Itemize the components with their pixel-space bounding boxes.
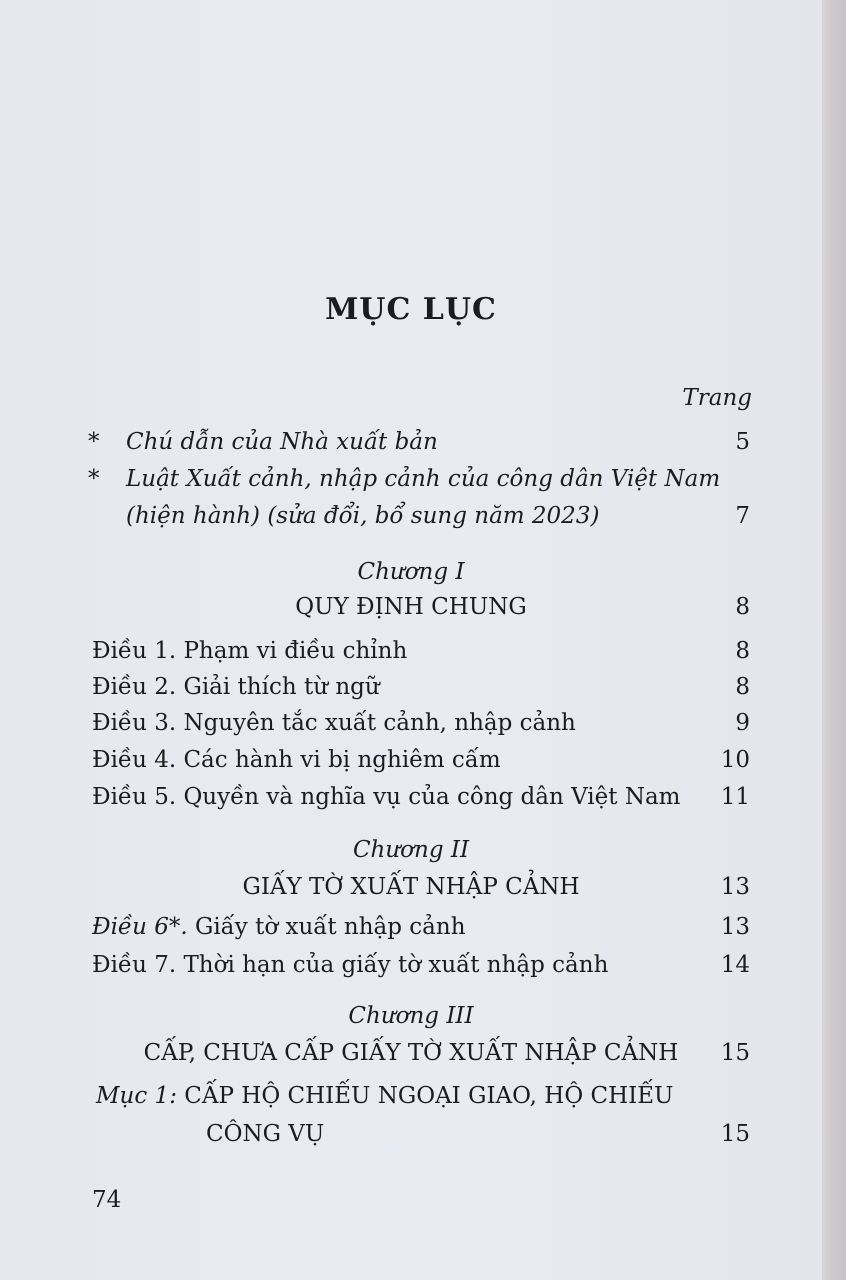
article-row: Điều 3. Nguyên tắc xuất cảnh, nhập cảnh [92,710,576,736]
chapter-page: 8 [735,594,750,620]
article-page: 13 [720,914,750,940]
entry-publisher-note: Chú dẫn của Nhà xuất bản [126,429,438,455]
article-page: 14 [720,952,750,978]
chapter-label: Chương III [348,1003,474,1029]
section-row-line2: CÔNG VỤ [206,1121,325,1147]
section-label: Mục 1: [96,1083,177,1109]
section-row [96,1082,673,1110]
article-row: Điều 4. Các hành vi bị nghiêm cấm [92,747,501,773]
section-page: 15 [720,1121,750,1147]
article-label: Điều 6*. [92,914,188,940]
article-page: 8 [735,674,750,700]
article-page: 9 [735,710,750,736]
entry-bullet: * [88,466,100,492]
chapter-name: CẤP, CHƯA CẤP GIẤY TỜ XUẤT NHẬP CẢNH [143,1040,679,1066]
chapter-name: GIẤY TỜ XUẤT NHẬP CẢNH [242,874,580,900]
section-text: CẤP HỘ CHIẾU NGOẠI GIAO, HỘ CHIẾU [176,1083,674,1109]
chapter-page: 13 [720,874,750,900]
page-column-header: Trang [682,385,752,411]
article-page: 10 [720,747,750,773]
article-row: Điều 2. Giải thích từ ngữ [92,674,380,700]
article-row: Điều 5. Quyền và nghĩa vụ của công dân Việt Nam [92,784,681,810]
chapter-label: Chương II [352,837,470,863]
chapter-page: 15 [720,1040,750,1066]
chapter-label: Chương I [357,559,465,585]
article-text: Giấy tờ xuất nhập cảnh [187,914,466,940]
article-page: 8 [735,638,750,664]
entry-bullet: * [88,429,100,455]
page-number: 74 [92,1187,122,1213]
chapter-name: QUY ĐỊNH CHUNG [295,594,527,620]
toc-title: MỤC LỤC [325,292,497,327]
entry-law-title-line2: (hiện hành) (sửa đổi, bổ sung năm 2023) [126,503,600,529]
article-row: Điều 7. Thời hạn của giấy tờ xuất nhập cảnh [92,952,609,978]
entry-law-title: Luật Xuất cảnh, nhập cảnh của công dân Việt Nam [126,466,721,492]
entry-page: 5 [735,429,750,455]
entry-page: 7 [735,503,750,529]
page-edge [822,0,846,1280]
article-page: 11 [720,784,750,810]
article-row [92,913,466,941]
article-row: Điều 1. Phạm vi điều chỉnh [92,638,408,664]
